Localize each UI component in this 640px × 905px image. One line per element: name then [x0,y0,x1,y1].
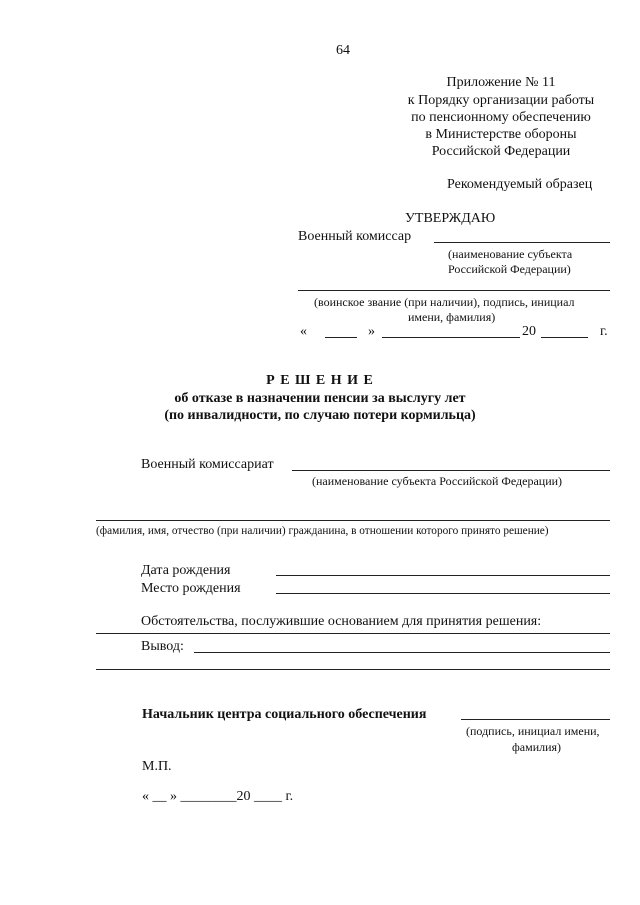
rank-signature-line[interactable] [298,290,610,291]
subject-hint-2: Российской Федерации) [448,262,571,276]
appendix-line-3: по пенсионному обеспечению [411,110,591,125]
date-year-line[interactable] [541,337,588,338]
chief-signature-line[interactable] [461,719,610,720]
appendix-line-5: Российской Федерации [431,144,571,159]
commissar-label: Военный комиссар [298,229,412,244]
circumstances-label: Обстоятельства, послужившие основанием для принятия решения: [141,614,542,629]
appendix-line-4: в Министерстве обороны [425,127,577,142]
appendix-line-1: Приложение № 11 [446,75,556,90]
date-open-quote: « [300,324,307,339]
rank-hint-1: (воинское звание (при наличии), подпись, инициал [314,295,575,309]
date-close-quote: » [368,324,375,339]
subject-hint-1: (наименование субъекта [448,247,573,261]
circumstances-line[interactable] [96,633,610,634]
year-prefix: 20 [522,324,536,339]
year-suffix: г. [600,324,608,339]
chief-label: Начальник центра социального обеспечения [142,707,427,722]
citizen-name-line[interactable] [96,520,610,521]
commissar-subject-line[interactable] [434,242,610,243]
commissariat-line[interactable] [292,470,610,471]
decision-subtitle-2: (по инвалидности, по случаю потери кормильца) [164,408,476,423]
recommended-sample: Рекомендуемый образец [447,177,593,192]
decision-subtitle-1: об отказе в назначении пенсии за выслугу лет [174,391,466,406]
conclusion-line-2[interactable] [96,669,610,670]
seal-label: М.П. [142,759,172,774]
date-month-line[interactable] [382,337,520,338]
chief-hint-2: фамилия) [512,740,562,754]
conclusion-label: Вывод: [141,639,184,654]
page-number: 64 [336,43,350,58]
decision-title: Р Е Ш Е Н И Е [266,373,374,388]
birth-date-label: Дата рождения [141,563,231,578]
birth-place-label: Место рождения [141,581,241,596]
appendix-line-2: к Порядку организации работы [407,93,595,108]
conclusion-line-1[interactable] [194,652,610,653]
commissariat-hint: (наименование субъекта Российской Федерации) [312,474,563,488]
citizen-hint: (фамилия, имя, отчество (при наличии) гражданина, в отношении которого принято решение) [96,525,549,537]
chief-hint-1: (подпись, инициал имени, [466,724,600,738]
birth-date-line[interactable] [276,575,610,576]
signature-date: « __ » ________20 ____ г. [142,789,294,804]
commissariat-label: Военный комиссариат [141,457,274,472]
date-day-line[interactable] [325,337,357,338]
birth-place-line[interactable] [276,593,610,594]
rank-hint-2: имени, фамилия) [408,310,496,324]
approval-heading: УТВЕРЖДАЮ [405,211,496,226]
